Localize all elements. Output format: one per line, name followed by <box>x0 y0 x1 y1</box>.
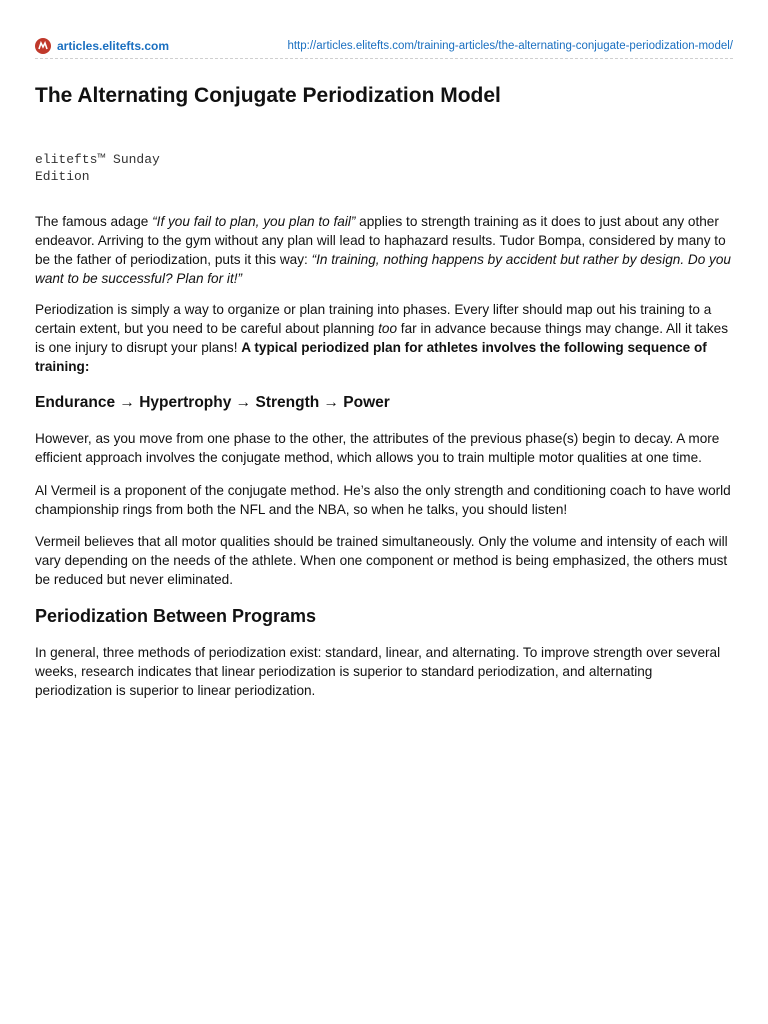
paragraph-6: In general, three methods of periodization exist: standard, linear, and alternating. To improve strength over several weeks, research indicates that linear periodization is superior to standard periodization, and alternating periodization is superior to linear periodization. <box>35 645 721 698</box>
training-sequence-heading: Endurance → Hypertrophy → Strength → Power <box>35 394 390 411</box>
p2-strong: A typical periodized plan for athletes involves the following sequence of training: <box>35 340 707 374</box>
site-name[interactable]: articles.elitefts.com <box>57 39 170 53</box>
p2-text-b: far in advance because things may change. All it takes is one injury to disrupt your plans! <box>35 321 729 355</box>
header-divider <box>35 58 733 59</box>
section-heading: Periodization Between Programs <box>35 606 317 626</box>
page-url-link[interactable]: http://articles.elitefts.com/training-articles/the-alternating-conjugate-periodization-model/ <box>287 40 733 52</box>
paragraph-4: Al Vermeil is a proponent of the conjugate method. He’s also the only strength and conditioning coach to have world championship rings from both the NFL and the NBA, so when he talks, you should listen! <box>35 483 731 517</box>
paragraph-5: Vermeil believes that all motor qualities should be trained simultaneously. Only the volume and intensity of each will vary depending on the needs of the athlete. When one component or method is being emphasized, the others must be reduced but never eliminated. <box>35 534 728 587</box>
article-title: The Alternating Conjugate Periodization Model <box>35 84 501 107</box>
site-link[interactable] <box>35 38 169 54</box>
p1-text-a: The famous adage <box>35 214 153 229</box>
p1-quote-2: “In training, nothing happens by accident but rather by design. Do you want to be successful? Plan for it!” <box>35 252 731 286</box>
p1-quote-1: “If you fail to plan, you plan to fail” <box>152 214 356 229</box>
paragraph-3: However, as you move from one phase to the other, the attributes of the previous phase(s) begin to decay. A more efficient approach involves the conjugate method, which allows you to train multiple motor qualities at one time. <box>35 431 720 465</box>
top-bar <box>35 36 733 56</box>
paragraph-2 <box>35 300 733 376</box>
edition-line-2: Edition <box>35 169 90 184</box>
p2-emphasis: too <box>378 321 398 336</box>
p2-text-a: Periodization is simply a way to organize or plan training into phases. Every lifter should map out his training to a certain extent, but you need to be careful about planning <box>35 302 712 336</box>
elitefts-logo-icon <box>35 38 51 54</box>
edition-line-1: elitefts™ Sunday <box>35 152 160 167</box>
edition-label <box>35 151 235 185</box>
paragraph-1 <box>35 212 733 288</box>
p1-text-b: applies to strength training as it does to just about any other endeavor. Arriving to the gym without any plan will lead to haphazard results. Tudor Bompa, considered by many to be the father of periodization, puts it this way: <box>35 214 726 267</box>
